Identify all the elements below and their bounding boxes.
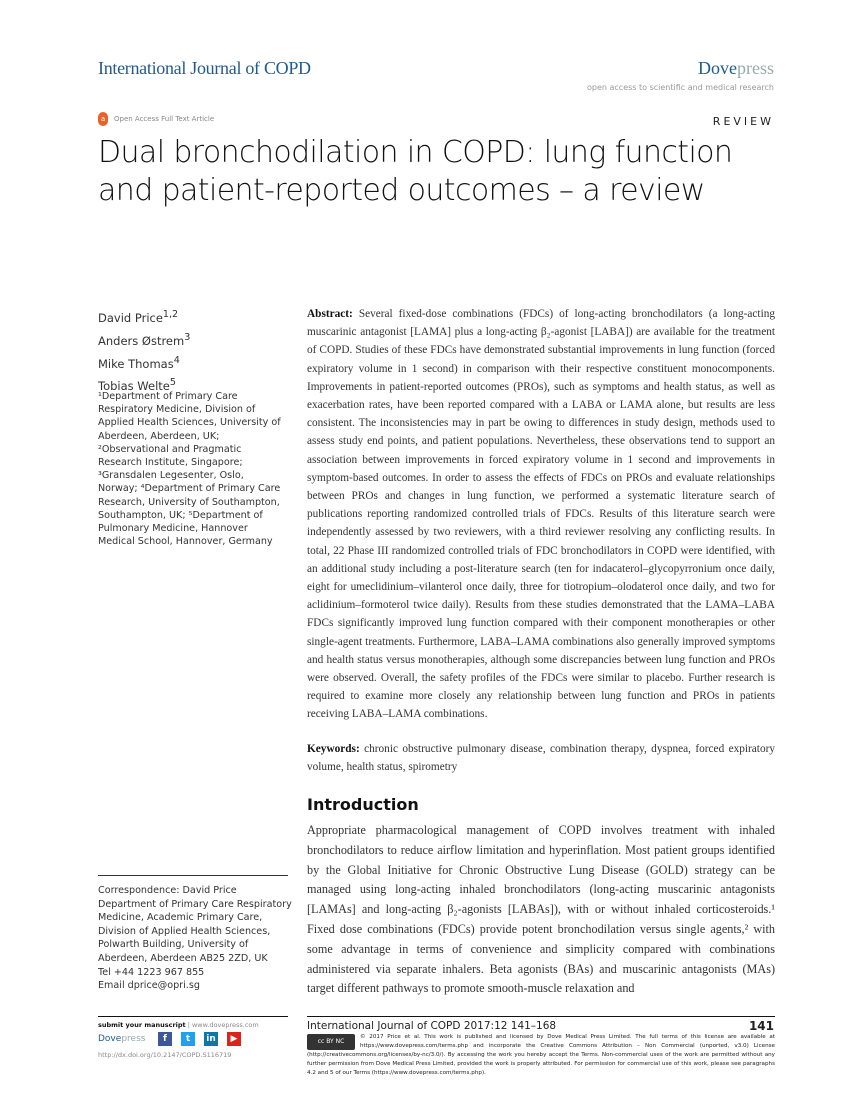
author: Mike Thomas$^4$ <box>98 354 180 371</box>
twitter-icon[interactable]: t <box>181 1032 195 1046</box>
facebook-icon[interactable]: f <box>158 1032 172 1046</box>
page-number: 141 <box>748 1019 774 1033</box>
youtube-icon[interactable]: ▶ <box>227 1032 241 1046</box>
divider <box>98 1016 288 1017</box>
divider <box>307 1016 775 1017</box>
keywords: Keywords: chronic obstructive pulmonary disease, combination therapy, dyspnea, forced expiratory volume, health status, spirometry <box>307 743 776 774</box>
author-list <box>98 305 190 396</box>
license-text: © 2017 Price et al. This work is published and licensed by Dove Medical Press Limited. The full terms of this license are available at https://www.dovepress.com/terms.php and incorporate the Creative Commons Attribution – Non Commercial (unported, v3.0) License (http://creativecommons.org/licenses/by-nc/3.0/). By accessing the work you hereby accept the Terms. Non-commercial uses of the work are permitted without any further permission from Dove Medical Press Limited, provided the work is properly attributed. For permission for commercial use of this work, please see paragraphs 4.2 and 5 of our Terms (https://www.dovepress.com/terms.php). <box>307 1034 775 1076</box>
open-access-label: a Open Access Full Text Article <box>98 112 214 126</box>
article-type: REVIEW <box>712 115 774 128</box>
author: Anders Østrem$^3$ <box>98 331 191 348</box>
publisher-tagline: open access to scientific and medical research <box>587 83 774 92</box>
journal-name: International Journal of COPD <box>98 58 311 78</box>
divider <box>98 875 288 876</box>
social-links <box>158 1032 241 1046</box>
creative-commons-badge[interactable]: cc BY NC <box>307 1034 355 1050</box>
abstract: Abstract: Several fixed-dose combinations (FDCs) of long-acting bronchodilators (a long-acting muscarinic antagonist [LAMA] plus a long-acting β₂-agonist [LABA]) are available for the treatment of COPD. Studies of these FDCs have demonstrated substantial improvements in lung function (forced expiratory volume in 1 second) in comparison with their respective constituent monocomponents. Improvements in patient-reported outcomes (PROs), such as symptoms and health status, as well as exacerbation rates, have been reported compared with a LABA or LAMA alone, but results are less consistent. The inconsistencies may in part be owing to differences in study design, methods used to assess study end points, and patient populations. Nevertheless, these observations tend to support an association between improvements in forced expiratory volume in 1 second and improvements in symptom-based outcomes. In order to assess the effects of FDCs on PROs and evaluate relationships between PROs and changes in lung function, we performed a systematic literature search of publications reporting randomized controlled trials of FDCs. Results of this literature search were independently assessed by two reviewers, with a third reviewer resolving any conflicting results. In total, 22 Phase III randomized controlled trials of FDC bronchodilators in COPD were identified, with an additional study including a post-literature search (ten for indacaterol–glycopyrronium once daily, eight for umeclidinium–vilanterol once daily, three for tiotropium–olodaterol once daily, and two for aclidinium–formoterol twice daily). Results from these studies demonstrated that the LAMA–LABA FDCs significantly improved lung function compared with their component monotherapies or other single-agent treatments. Furthermore, LABA–LAMA combinations also generally improved symptoms and health status versus monotherapies, although some discrepancies between lung function and PROs were observed. Overall, the safety profiles of the FDCs were similar to placebo. Further research is required to examine more closely any relationship between lung function and PROs in patients receiving LABA–LAMA combinations. <box>307 308 776 721</box>
footer-publisher-logo[interactable]: Dovepress <box>98 1034 146 1044</box>
introduction-heading: Introduction <box>307 795 419 814</box>
license-block <box>307 1033 775 1078</box>
article-title: Dual bronchodilation in COPD: lung function and patient-reported outcomes – a review <box>98 135 733 208</box>
citation: International Journal of COPD 2017:12 141–168 <box>307 1020 557 1032</box>
introduction-text: Appropriate pharmacological management of COPD involves treatment with inhaled bronchodilators to reduce airflow limitation and hyperinflation. Most patient groups identified by the Global Initiative for Chronic Obstructive Lung Disease (GOLD) strategy can be managed using long-acting inhaled bronchodilators (long-acting muscarinic antagonists [LAMAs] and long-acting β₂-agonists [LABAs]), with or without inhaled corticosteroids.¹ Fixed dose combinations (FDCs) provide potent bronchodilation versus single agents,² with some advantage in terms of convenience and simplicity compared with combinations administered via separate inhalers. Beta agonists (BAs) and muscarinic antagonists (MAs) target different pathways to promote smooth-muscle relaxation and <box>307 823 775 996</box>
submit-manuscript-link[interactable]: submit your manuscript | www.dovepress.com <box>98 1021 259 1029</box>
publisher-logo: Dovepress <box>698 58 774 78</box>
author: Tobias Welte$^5$ <box>98 377 176 394</box>
affiliations: ¹Department of Primary Care Respiratory Medicine, Division of Applied Health Sciences, University of Aberdeen, Aberdeen, UK; ²Observational and Pragmatic Research Institute, Singapore; ³Gransdalen Legesenter, Oslo, Norway; ⁴Department of Primary Care Research, University of Southampton, Southampton, UK; ⁵Department of Pulmonary Medicine, Hannover Medical School, Hannover, Germany <box>98 391 281 548</box>
open-access-icon: a <box>98 112 108 126</box>
doi-link[interactable]: http://dx.doi.org/10.2147/COPD.S116719 <box>98 1051 232 1059</box>
author: David Price$^{1,2}$ <box>98 309 179 325</box>
correspondence: Correspondence: David Price Department of Primary Care Respiratory Medicine, Academic Primary Care, Division of Applied Health Sciences, Polwarth Building, University of Aberdeen, Aberdeen AB25 2ZD, UK Tel +44 1223 967 855 Email dprice@opri.sg <box>98 885 292 992</box>
linkedin-icon[interactable]: in <box>204 1032 218 1046</box>
